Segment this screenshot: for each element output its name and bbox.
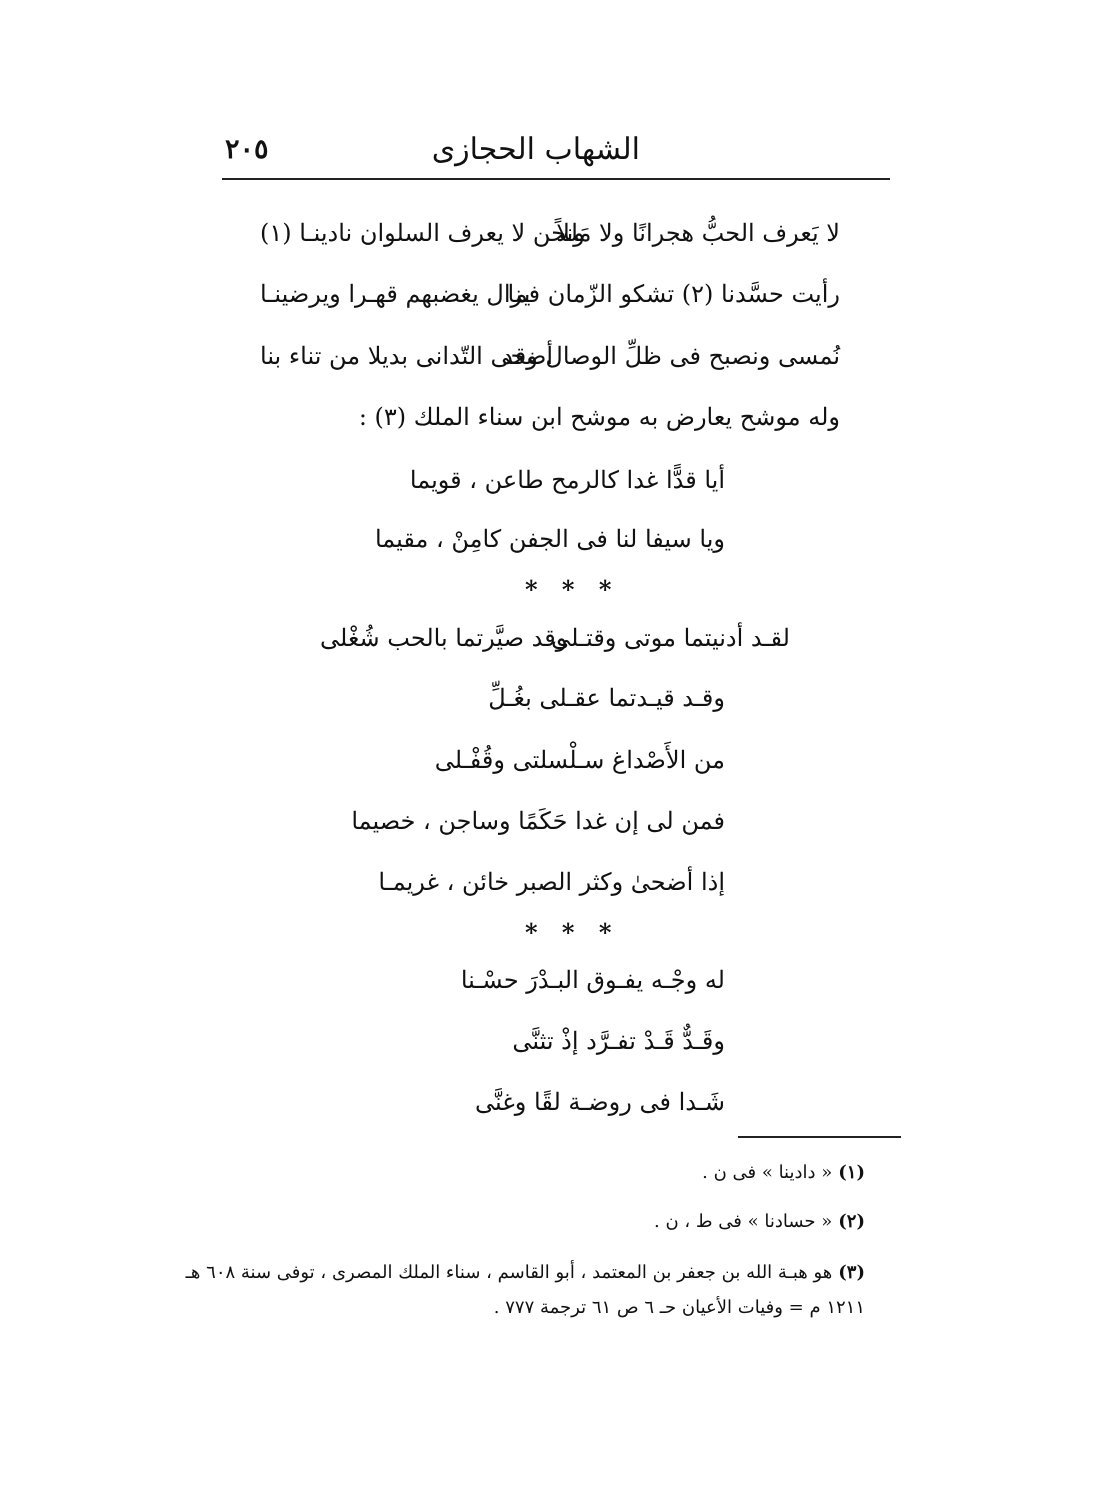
muwashshah-line: شَـدا فى روضـة لقًا وغنَّى	[474, 1088, 725, 1116]
muwashshah-line: له وجْـه يفـوق البـدْرَ حسْـنا	[460, 966, 725, 994]
footnote	[186, 1262, 865, 1283]
muwashshah-line: ويا سيفا لنا فى الجفن كامِنْ ، مقيما	[374, 525, 725, 553]
footnote	[654, 1211, 865, 1232]
muwashshah-line: وقَـدٌّ قَـدْ تفـرَّد إذْ تثنَّى	[512, 1027, 725, 1055]
footnote-rule	[738, 1136, 901, 1138]
muwashshah-line: إذا أضحىٰ وكثر الصبر خائن ، غريمـا	[378, 868, 725, 896]
verse-line	[260, 280, 840, 320]
footnote-text: ١٢١١ م = وفيات الأعيان حـ ٦ ص ٦١ ترجمة ٧٧٧ .	[493, 1297, 865, 1318]
page-number: ٢٠٥	[225, 134, 269, 165]
verse-second-hemistich: وقد صيَّرتما بالحب شُغْلى	[320, 624, 568, 652]
header-rule	[222, 178, 890, 180]
footnote-text: « دادينا » فى ن .	[702, 1162, 833, 1183]
running-title: الشهاب الحجازى	[431, 132, 640, 167]
page-header	[225, 130, 890, 174]
stanza-separator: * * *	[525, 918, 620, 947]
footnote-text: هو هبـة الله بن جعفر بن المعتمد ، أبو القاسم ، سناء الملك المصرى ، توفى سنة ٦٠٨ هـ	[185, 1262, 833, 1283]
verse-first-hemistich: رأيت حسَّدنا (٢) تشكو الزّمان فما	[507, 280, 840, 308]
muwashshah-line: من الأَصْداغ سـلْسلتى وقُفْـلى	[434, 746, 725, 774]
verse-first-hemistich: لا يَعرف الحبُّ هجرانًا ولا مَللاً	[556, 219, 840, 247]
verse-line	[260, 219, 840, 259]
muwashshah-line: وقـد قيـدتما عقـلى بغُـلِّ	[488, 684, 725, 712]
footnote-text: « حسادنا » فى ط ، ن .	[654, 1211, 833, 1232]
verse-line	[260, 342, 840, 382]
verse-second-hemistich: أضحى التّدانى بديلا من تناء بنا	[260, 342, 554, 370]
muwashshah-line: فمن لى إن غدا حَكَمًا وساجن ، خصيما	[351, 807, 725, 835]
footnote-continuation	[494, 1297, 865, 1318]
verse-second-hemistich: يزال يغضبهم قهـرا ويرضينـا	[260, 280, 531, 308]
verse-first-hemistich: نُمسى ونصبح فى ظلِّ الوصال وقد	[502, 342, 840, 370]
footnote-number: (٣)	[838, 1262, 865, 1283]
verse-second-hemistich: ونحن لا يعرف السلوان نادينـا (١)	[260, 219, 585, 247]
muwashshah-line: أيا قدًّا غدا كالرمح طاعن ، قويما	[409, 466, 725, 494]
stanza-separator: * * *	[525, 575, 620, 604]
footnote	[702, 1162, 865, 1183]
muwashshah-opening	[320, 624, 790, 664]
verse-first-hemistich: لقـد أدنيتما موتى وقتـلى	[551, 624, 790, 652]
footnote-number: (١)	[838, 1162, 865, 1183]
footnote-number: (٢)	[838, 1211, 865, 1232]
intro-line: وله موشح يعارض به موشح ابن سناء الملك (٣) :	[358, 403, 840, 431]
